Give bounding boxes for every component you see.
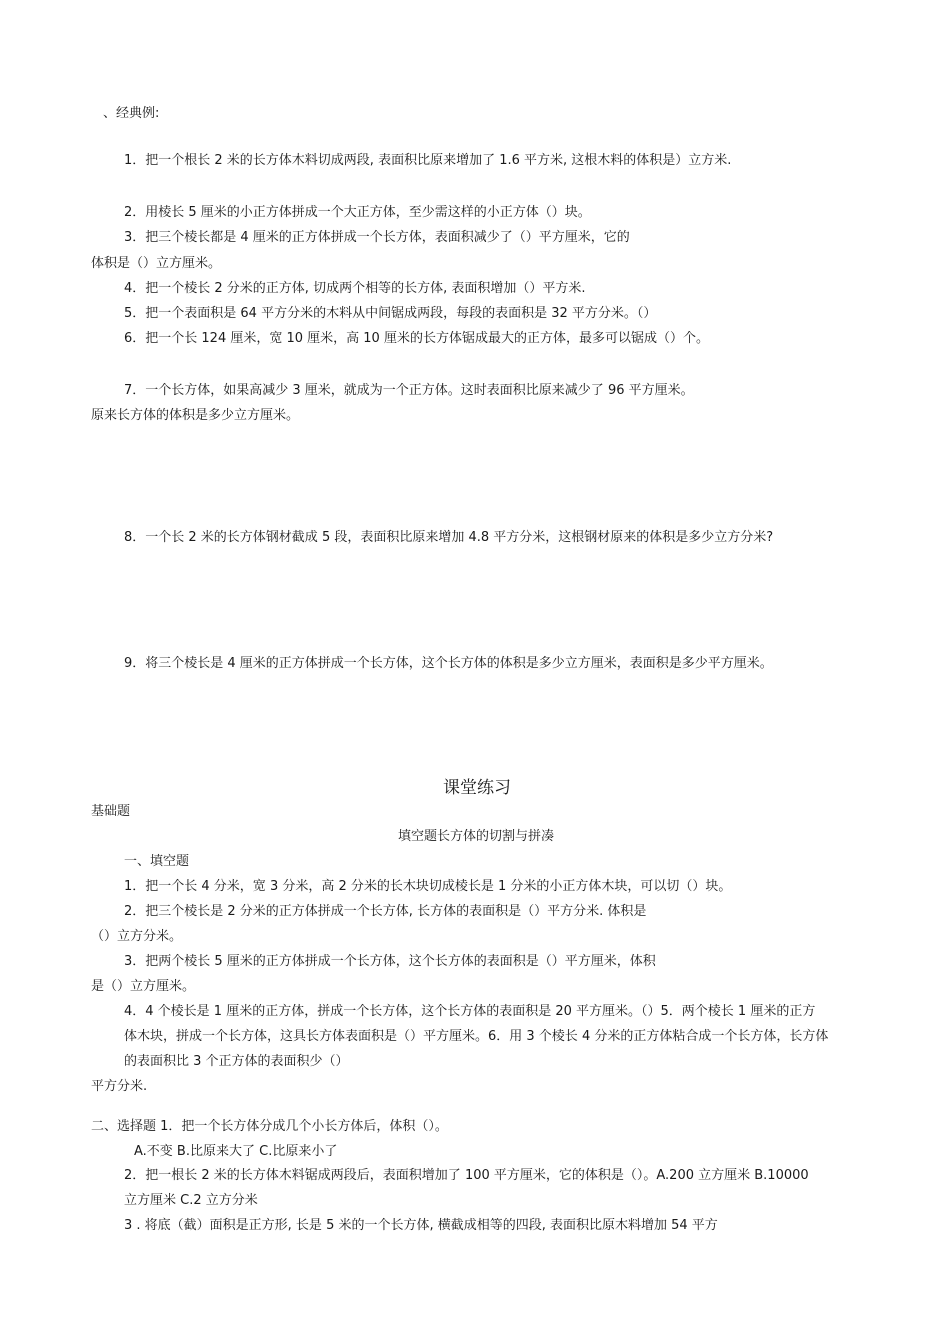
- fill-6-cont: 的表面积比 3 个正方体的表面积少（）: [124, 1054, 349, 1069]
- subtitle: 填空题长方体的切割与拼凑: [398, 829, 555, 844]
- choice-3: 3 . 将底（截）面积是正方形, 长是 5 米的一个长方体, 横截成相等的四段, 表面积比原木料增加 54 平方: [124, 1218, 718, 1233]
- fill-2: 2．把三个棱长是 2 分米的正方体拼成一个长方体, 长方体的表面积是（）平方分米. 体积是: [124, 904, 647, 919]
- example-4: 4．把一个棱长 2 分米的正方体, 切成两个相等的长方体, 表面积增加（）平方米.: [124, 281, 586, 296]
- example-7-cont: 原来长方体的体积是多少立方厘米。: [91, 408, 300, 423]
- example-7: 7．一个长方体，如果高减少 3 厘米，就成为一个正方体。这时表面积比原来减少了 96 平方厘米。: [124, 383, 694, 398]
- fill-2-cont: （）立方分米。: [91, 929, 183, 944]
- example-5: 5．把一个表面积是 64 平方分米的木料从中间锯成两段，每段的表面积是 32 平方分米。（）: [124, 306, 657, 321]
- example-9: 9．将三个棱长是 4 厘米的正方体拼成一个长方体，这个长方体的体积是多少立方厘米，表面积是多少平方厘米。: [124, 656, 773, 671]
- fill-section-heading: 一、填空题: [124, 854, 190, 869]
- choice-1-options: A.不变 B.比原来大了 C.比原来小了: [134, 1144, 338, 1159]
- practice-title: 课堂练习: [443, 778, 511, 798]
- basic-label: 基础题: [91, 804, 131, 819]
- fill-3: 3．把两个棱长 5 厘米的正方体拼成一个长方体，这个长方体的表面积是（）平方厘米，体积: [124, 954, 656, 969]
- example-8: 8．一个长 2 米的长方体钢材截成 5 段，表面积比原来增加 4.8 平方分米，这根钢材原来的体积是多少立方分米?: [124, 530, 774, 545]
- fill-3-cont: 是（）立方厘米。: [91, 979, 196, 994]
- example-1: 1．把一个根长 2 米的长方体木料切成两段, 表面积比原来增加了 1.6 平方米, 这根木料的体积是）立方米.: [124, 153, 732, 168]
- fill-6-end: 平方分米.: [91, 1079, 148, 1094]
- choice-2: 2．把一根长 2 米的长方体木料锯成两段后，表面积增加了 100 平方厘米，它的体积是（）。A.200 立方厘米 B.10000: [124, 1168, 809, 1183]
- example-3-cont: 体积是（）立方厘米。: [91, 256, 222, 271]
- fill-5-6: 体木块，拼成一个长方体，这具长方体表面积是（）平方厘米。6．用 3 个棱长 4 分米的正方体粘合成一个长方体，长方体: [124, 1029, 829, 1044]
- example-2: 2．用棱长 5 厘米的小正方体拼成一个大正方体，至少需这样的小正方体（）块。: [124, 205, 591, 220]
- fill-1: 1．把一个长 4 分米，宽 3 分米，高 2 分米的长木块切成棱长是 1 分米的小正方体木块，可以切（）块。: [124, 879, 732, 894]
- example-3: 3．把三个棱长都是 4 厘米的正方体拼成一个长方体，表面积减少了（）平方厘米，它的: [124, 230, 630, 245]
- example-6: 6．把一个长 124 厘米，宽 10 厘米，高 10 厘米的长方体锯成最大的正方体，最多可以锯成（）个。: [124, 331, 709, 346]
- fill-4-5: 4．4 个棱长是 1 厘米的正方体，拼成一个长方体，这个长方体的表面积是 20 平方厘米。（）5．两个棱长 1 厘米的正方: [124, 1004, 816, 1019]
- choice-2-cont: 立方厘米 C.2 立方分米: [124, 1193, 258, 1208]
- choice-1: 二、选择题 1．把一个长方体分成几个小长方体后，体积（）。: [91, 1119, 448, 1134]
- section-heading: 、经典例:: [103, 106, 160, 121]
